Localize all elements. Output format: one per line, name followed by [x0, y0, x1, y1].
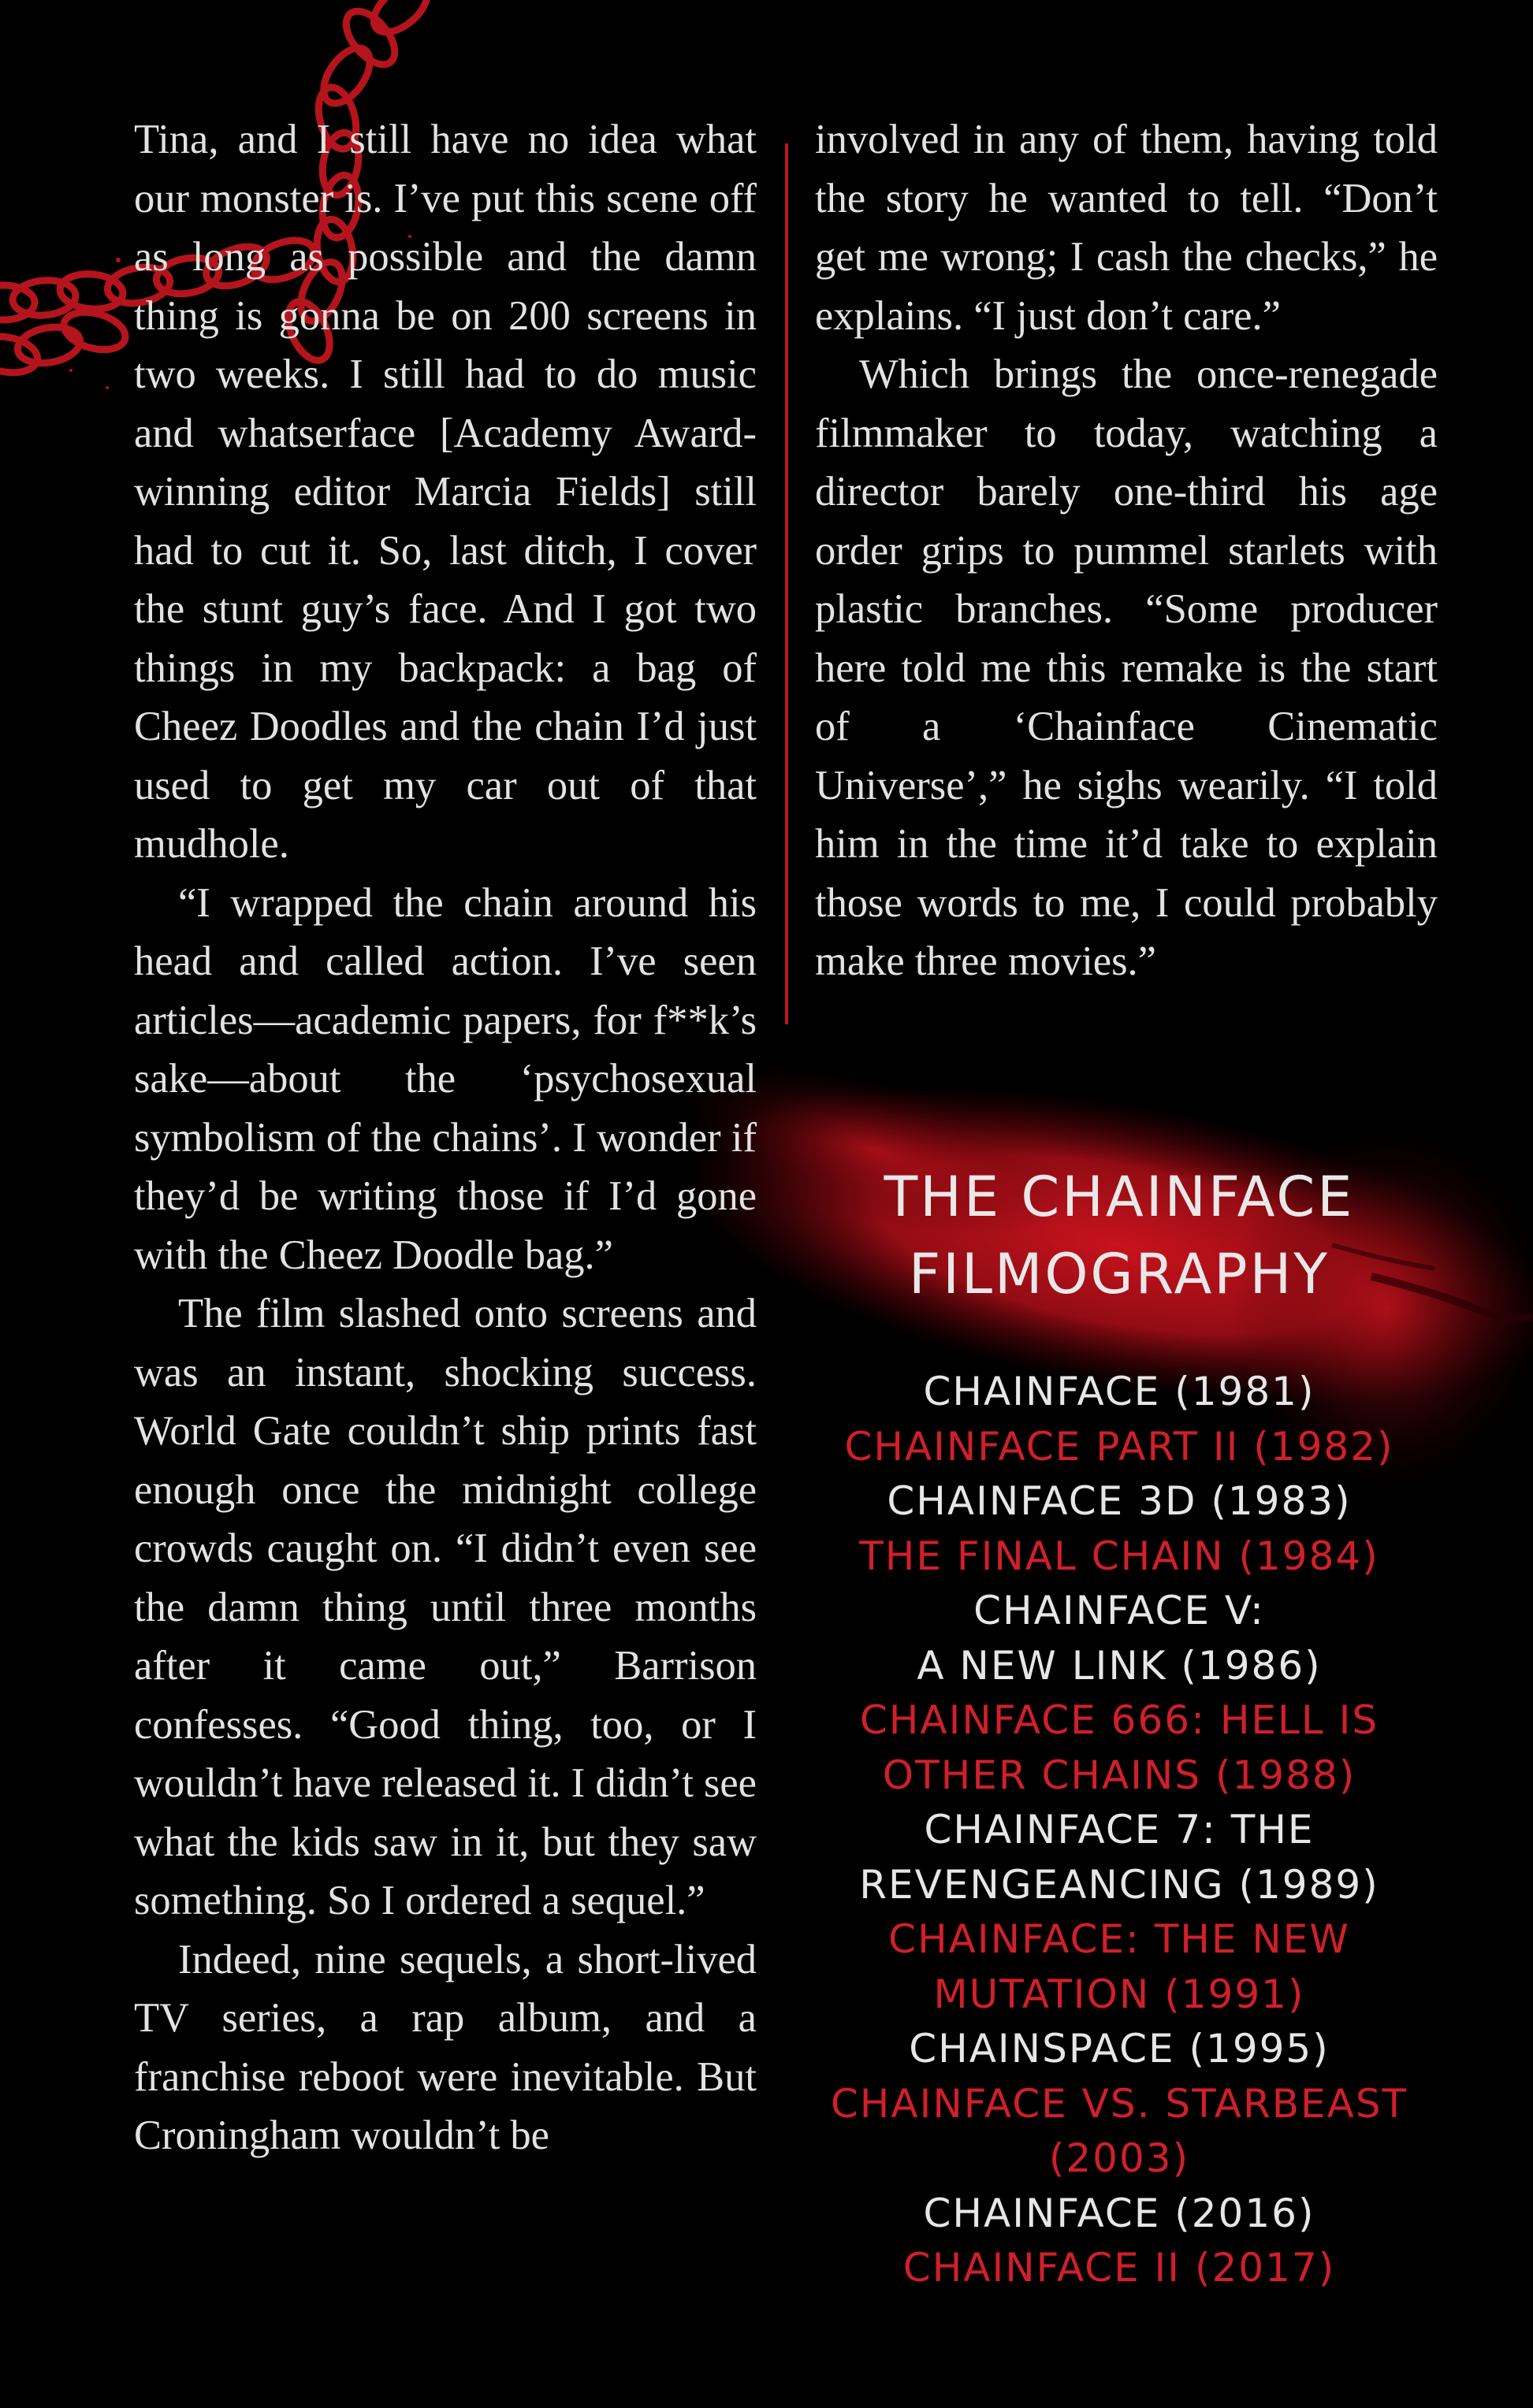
- column-divider: [785, 143, 788, 1024]
- filmography-entry: (2003): [1048, 2135, 1190, 2181]
- filmography-entry: REVENGEANCING (1989): [859, 1861, 1379, 1908]
- filmography-title-line-2: FILMOGRAPHY: [909, 1242, 1330, 1306]
- filmography-entry: CHAINFACE II (2017): [902, 2245, 1336, 2291]
- left-paragraph-2: “I wrapped the chain around his head and called action. I’ve seen articles—academic papers, for f**k’s sake—about the ‘psychosexual symbolism of the chains’. I wonder if they’d be writing those if I’d gone with the Cheez Doodle bag.”: [134, 879, 757, 1278]
- filmography-entry: A NEW LINK (1986): [917, 1642, 1322, 1689]
- filmography-entry: MUTATION (1991): [933, 1971, 1305, 2017]
- filmography-entry: CHAINFACE (2016): [923, 2190, 1315, 2236]
- filmography-entry: CHAINSPACE (1995): [909, 2026, 1330, 2072]
- filmography-entry: CHAINFACE V:: [973, 1588, 1265, 1633]
- filmography-title: [788, 1158, 1450, 1313]
- filmography-entry: CHAINFACE (1981): [923, 1369, 1315, 1414]
- right-paragraph-2: Which brings the once-renegade filmmaker to today, watching a director barely one-third his age order grips to pummel starlets with plastic branches. “Some producer here told me this remake is the start of a ‘Chainface Cinematic Universe’,” he sighs wearily. “I told him in the time it’d take to explain those words to me, I could probably make three movies.”: [815, 351, 1438, 984]
- right-paragraph-1: involved in any of them, having told the story he wanted to tell. “Don’t get me wrong; I cash the checks,” he explains. “I just don’t care.”: [815, 117, 1438, 339]
- filmography-entry: CHAINFACE PART II (1982): [844, 1423, 1394, 1470]
- filmography-entry: CHAINFACE 7: THE: [924, 1807, 1315, 1852]
- filmography-entry: CHAINFACE 666: HELL IS: [859, 1697, 1379, 1743]
- filmography-entry: CHAINFACE: THE NEW: [888, 1916, 1350, 1962]
- left-paragraph-3: The film slashed onto screens and was an instant, shocking success. World Gate couldn’t ship prints fast enough once the midnight college crowds caught on. “I didn’t even see the damn thing until three months after it came out,” Barrison confesses. “Good thing, too, or I wouldn’t have released it. I didn’t see what the kids saw in it, but they saw something. So I ordered a sequel.”: [134, 1291, 757, 1923]
- filmography-section: [788, 1158, 1450, 2296]
- filmography-list: [788, 1365, 1450, 2296]
- filmography-entry: OTHER CHAINS (1988): [882, 1752, 1356, 1798]
- left-paragraph-1: Tina, and I still have no idea what our monster is. I’ve put this scene off as long as possible and the damn thing is gonna be on 200 screens in two weeks. I still had to do music and whatserface [Academy Award-winning editor Marcia Fields] still had to cut it. So, last ditch, I cover the stunt guy’s face. And I got two things in my backpack: a bag of Cheez Doodles and the chain I’d just used to get my car out of that mudhole.: [134, 117, 757, 867]
- filmography-entry: CHAINFACE VS. STARBEAST: [830, 2080, 1408, 2127]
- filmography-entry: THE FINAL CHAIN (1984): [859, 1533, 1379, 1579]
- right-column: [815, 110, 1438, 991]
- filmography-title-line-1: THE CHAINFACE: [884, 1165, 1355, 1229]
- left-paragraph-4: Indeed, nine sequels, a short-lived TV series, a rap album, and a franchise reboot were inevitable. But Croningham wouldn’t be: [134, 1936, 757, 2158]
- left-column: [134, 110, 757, 2165]
- filmography-entry: CHAINFACE 3D (1983): [887, 1478, 1352, 1524]
